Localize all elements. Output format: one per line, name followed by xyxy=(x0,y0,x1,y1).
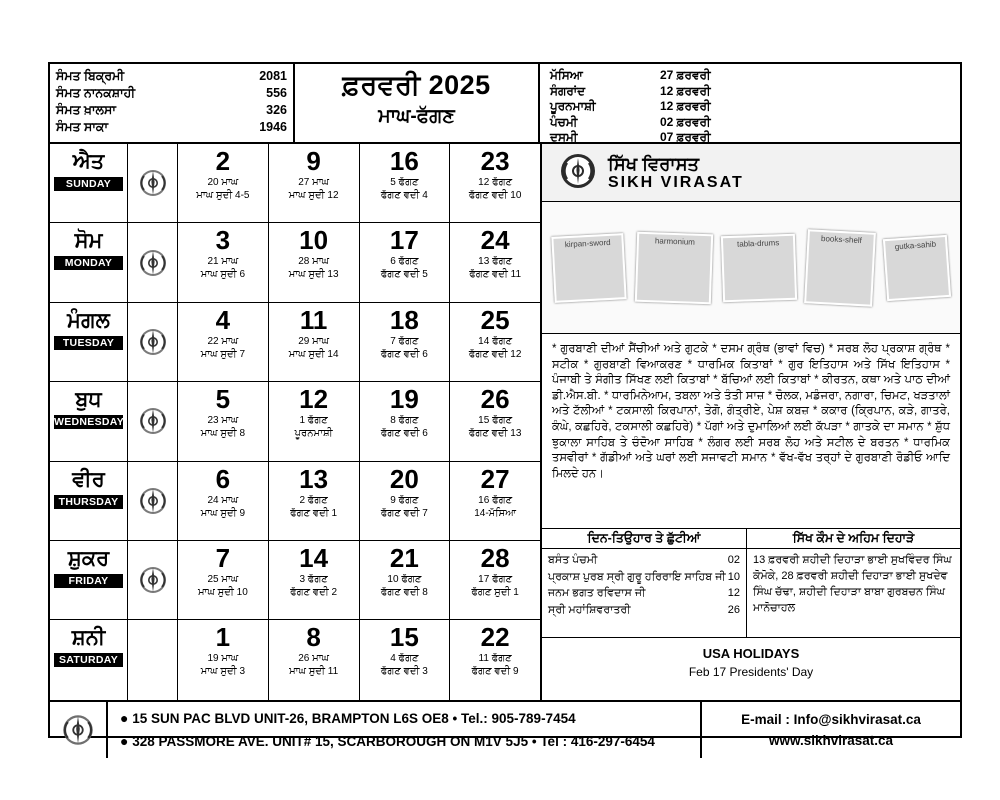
date-cell xyxy=(269,462,360,540)
day-label-tuesday xyxy=(50,303,128,381)
date-desi: 25 ਮਾਘ xyxy=(207,573,239,585)
date-desi: 28 ਮਾਘ xyxy=(298,256,330,268)
date-number: 15 xyxy=(389,622,419,653)
brand-header xyxy=(542,144,960,202)
date-number: 3 xyxy=(215,225,231,256)
day-label-punjabi: ਸ਼ੁਕਰ xyxy=(67,546,110,570)
bullet-icon: ● xyxy=(120,733,129,749)
photo-harmonium xyxy=(634,231,712,304)
sikh-virasat-emblem-icon xyxy=(558,151,598,195)
brand-name-punjabi: ਸਿੱਖ ਵਿਰਾਸਤ xyxy=(608,153,700,174)
date-tithi: ਮਾਘ ਸੁਦੀ 3 xyxy=(200,666,246,678)
sidebar-panel xyxy=(542,144,960,700)
date-number: 18 xyxy=(389,304,419,335)
date-desi: 1 ਫੱਗਣ xyxy=(299,415,328,427)
bullet-icon: ● xyxy=(120,710,129,726)
lunar-event-name: ਮੱਸਿਆ xyxy=(550,68,583,82)
photo-tabla-drums xyxy=(721,233,797,302)
day-label-saturday xyxy=(50,620,128,699)
lunar-event-row xyxy=(550,115,952,131)
date-desi: 24 ਮਾਘ xyxy=(207,494,239,506)
usa-holidays-block xyxy=(542,638,960,700)
date-number: 10 xyxy=(299,225,329,256)
date-cell xyxy=(269,620,360,699)
festival-row xyxy=(548,552,740,569)
day-label-english: MONDAY xyxy=(54,256,123,270)
day-label-english: THURSDAY xyxy=(54,495,123,509)
calendar-header xyxy=(50,64,960,144)
date-cell xyxy=(360,144,451,222)
date-desi: 20 ਮਾਘ xyxy=(207,177,239,188)
day-label-english: FRIDAY xyxy=(54,574,123,588)
era-value: 2081 xyxy=(259,69,287,83)
day-label-sunday xyxy=(50,144,128,222)
week-row-tuesday xyxy=(50,303,540,382)
festival-row xyxy=(548,585,740,602)
date-cell xyxy=(269,382,360,460)
khanda-cell xyxy=(128,541,178,619)
date-tithi: ਫੱਗਣ ਵਦੀ 5 xyxy=(380,269,428,281)
date-tithi: ਫੱਗਣ ਵਦੀ 6 xyxy=(380,428,428,440)
date-cell xyxy=(450,144,540,222)
era-row xyxy=(56,68,287,85)
khanda-icon xyxy=(138,246,168,280)
khanda-icon xyxy=(61,710,95,750)
festival-date: 12 xyxy=(727,587,740,599)
date-number: 28 xyxy=(480,542,510,573)
day-label-punjabi: ਬੁਧ xyxy=(75,388,102,412)
day-label-punjabi: ਐਤ xyxy=(72,150,105,173)
date-tithi: ਫੱਗਣ ਵਦੀ 6 xyxy=(380,348,428,360)
date-desi: 10 ਫੱਗਣ xyxy=(387,573,422,585)
week-row-sunday xyxy=(50,144,540,223)
date-cell xyxy=(360,462,451,540)
date-desi: 2 ਫੱਗਣ xyxy=(299,494,328,506)
date-tithi: ਮਾਘ ਸੁਦੀ 14 xyxy=(288,348,339,360)
khanda-cell xyxy=(128,382,178,460)
date-number: 17 xyxy=(389,225,419,256)
date-cell xyxy=(269,541,360,619)
khanda-cell xyxy=(128,303,178,381)
address-line-1 xyxy=(120,707,700,730)
week-row-thursday xyxy=(50,462,540,541)
date-tithi: ਫੱਗਣ ਵਦੀ 1 xyxy=(290,507,338,519)
lunar-event-row xyxy=(550,84,952,100)
date-number: 20 xyxy=(389,463,419,494)
photo-caption: harmonium xyxy=(654,235,695,247)
date-cell xyxy=(178,303,269,381)
date-tithi: ਮਾਘ ਸੁਦੀ 13 xyxy=(288,269,339,281)
lunar-event-name: ਦਸਮੀ xyxy=(550,130,578,144)
date-tithi: ਫੱਗਣ ਵਦੀ 11 xyxy=(469,269,522,281)
date-number: 13 xyxy=(299,463,329,494)
photo-gutka-sahib xyxy=(883,234,951,300)
lunar-event-date: 12 ਫ਼ਰਵਰੀ xyxy=(660,99,711,113)
day-label-english: SATURDAY xyxy=(54,653,123,667)
week-row-monday xyxy=(50,223,540,302)
date-desi: 12 ਫੱਗਣ xyxy=(478,177,513,188)
date-tithi: ਫੱਗਣ ਵਦੀ 7 xyxy=(380,507,428,519)
date-desi: 14 ਫੱਗਣ xyxy=(478,335,513,347)
lunar-event-row xyxy=(550,99,952,115)
date-desi: 11 ਫੱਗਣ xyxy=(478,653,512,665)
photo-kirpan-sword xyxy=(552,233,627,303)
date-number: 7 xyxy=(215,542,231,573)
date-tithi: ਫੱਗਣ ਵਦੀ 9 xyxy=(471,666,519,678)
website-link[interactable]: www.sikhvirasat.ca xyxy=(768,733,894,748)
festival-date: 26 xyxy=(727,603,740,616)
date-number: 19 xyxy=(389,384,419,415)
khanda-cell xyxy=(128,223,178,301)
date-tithi: ਮਾਘ ਸੁਦੀ 7 xyxy=(200,348,246,360)
date-number: 11 xyxy=(299,304,328,335)
era-name: ਸੰਮਤ ਬਿਕ੍ਰਮੀ xyxy=(56,69,125,83)
month-subtitle: ਮਾਘ-ਫੱਗਣ xyxy=(378,106,455,127)
day-label-english: TUESDAY xyxy=(54,336,123,350)
date-tithi: ਮਾਘ ਸੁਦੀ 6 xyxy=(200,269,246,281)
date-desi: 16 ਫੱਗਣ xyxy=(478,494,513,506)
date-cell xyxy=(360,303,451,381)
brand-name-english: SIKH VIRASAT xyxy=(608,173,744,191)
date-tithi: ਫੱਗਣ ਵਦੀ 10 xyxy=(468,190,522,201)
festival-name: ਜਨਮ ਭਗਤ ਰਵਿਦਾਸ ਜੀ xyxy=(548,587,646,599)
day-label-punjabi: ਸੋਮ xyxy=(74,229,103,253)
calendar-grid xyxy=(50,144,542,700)
address-text: 15 SUN PAC BLVD UNIT-26, BRAMPTON L6S OE8 • Tel.: 905-789-7454 xyxy=(132,711,576,726)
khanda-icon xyxy=(138,484,168,518)
footer-contact xyxy=(702,702,960,758)
date-cell xyxy=(450,382,540,460)
date-number: 24 xyxy=(480,225,510,256)
date-cell xyxy=(450,462,540,540)
photo-books-shelf xyxy=(804,229,876,306)
date-desi: 21 ਮਾਘ xyxy=(207,256,239,268)
week-row-friday xyxy=(50,541,540,620)
festivals-list xyxy=(542,549,746,618)
usa-holidays-title: USA HOLIDAYS xyxy=(702,646,800,661)
date-cell xyxy=(450,223,540,301)
photo-caption: kirpan-sword xyxy=(564,237,612,249)
date-tithi: ਫੱਗਣ ਵਦੀ 2 xyxy=(290,586,338,598)
date-number: 6 xyxy=(215,463,231,494)
day-label-punjabi: ਵੀਰ xyxy=(72,467,105,491)
date-number: 14 xyxy=(299,542,329,573)
date-desi: 3 ਫੱਗਣ xyxy=(299,573,328,585)
festivals-title: ਦਿਨ-ਤਿਉਹਾਰ ਤੇ ਛੁੱਟੀਆਂ xyxy=(542,529,746,549)
khanda-icon xyxy=(138,325,168,359)
date-desi: 22 ਮਾਘ xyxy=(207,335,239,347)
footer-addresses xyxy=(108,702,702,758)
photo-caption: tabla-drums xyxy=(736,237,780,249)
month-title-block xyxy=(295,64,540,142)
date-desi: 13 ਫੱਗਣ xyxy=(478,256,513,268)
festival-row xyxy=(548,602,740,619)
date-number: 16 xyxy=(389,146,419,176)
date-cell xyxy=(269,303,360,381)
era-name: ਸੰਮਤ ਖ਼ਾਲਸਾ xyxy=(56,103,116,117)
date-number: 8 xyxy=(306,622,321,653)
era-value: 326 xyxy=(266,103,287,117)
date-cell xyxy=(178,462,269,540)
date-desi: 27 ਮਾਘ xyxy=(298,177,330,188)
lunar-events-table xyxy=(540,64,960,142)
khanda-icon xyxy=(138,563,168,597)
date-number: 2 xyxy=(215,146,231,176)
photo-caption: books-shelf xyxy=(821,233,863,245)
lunar-event-date: 27 ਫ਼ਰਵਰੀ xyxy=(660,68,711,82)
date-cell xyxy=(269,223,360,301)
khanda-cell xyxy=(128,144,178,222)
date-number: 25 xyxy=(480,304,510,335)
date-cell xyxy=(178,223,269,301)
lunar-event-name: ਸੰਗਰਾਂਦ xyxy=(550,83,586,98)
day-label-punjabi: ਮੰਗਲ xyxy=(67,308,110,332)
date-cell xyxy=(178,541,269,619)
era-table xyxy=(50,64,295,142)
lunar-event-date: 12 ਫ਼ਰਵਰੀ xyxy=(660,83,711,98)
lunar-event-name: ਪੂਰਨਮਾਸ਼ੀ xyxy=(550,99,596,113)
date-cell xyxy=(450,541,540,619)
date-desi: 19 ਮਾਘ xyxy=(207,653,239,665)
festival-date: 10 xyxy=(727,570,740,583)
date-tithi: ਫੱਗਣ ਵਦੀ 3 xyxy=(380,666,428,678)
era-value: 556 xyxy=(266,86,287,100)
brand-text xyxy=(608,154,744,192)
day-label-punjabi: ਸ਼ਨੀ xyxy=(71,626,106,650)
date-number: 22 xyxy=(480,622,510,653)
date-desi: 6 ਫੱਗਣ xyxy=(390,256,419,268)
date-desi: 8 ਫੱਗਣ xyxy=(390,415,419,427)
day-label-thursday xyxy=(50,462,128,540)
festival-row xyxy=(548,569,740,586)
date-tithi: ਮਾਘ ਸੁਦੀ 10 xyxy=(197,586,248,598)
date-tithi: ਮਾਘ ਸੁਦੀ 4-5 xyxy=(196,190,250,201)
date-number: 21 xyxy=(389,542,419,573)
festivals-column xyxy=(542,529,747,637)
date-number: 26 xyxy=(480,384,510,415)
date-tithi: ਪੂਰਨਮਾਸ਼ੀ xyxy=(294,428,333,440)
date-number: 1 xyxy=(215,622,231,653)
date-tithi: ਮਾਘ ਸੁਦੀ 12 xyxy=(288,190,339,201)
calendar-sheet xyxy=(48,62,962,749)
date-tithi: ਮਾਘ ਸੁਦੀ 11 xyxy=(289,666,339,678)
era-row xyxy=(56,119,287,136)
footer-khanda-cell xyxy=(50,702,108,758)
date-number: 4 xyxy=(215,304,231,335)
date-tithi: ਫੱਗਣ ਵਦੀ 4 xyxy=(380,190,428,201)
khanda-cell xyxy=(128,620,178,699)
khanda-icon xyxy=(138,166,168,200)
date-number: 23 xyxy=(480,146,510,176)
date-cell xyxy=(360,620,451,699)
festival-name: ਬਸੰਤ ਪੰਚਮੀ xyxy=(548,554,598,566)
day-label-english: SUNDAY xyxy=(54,177,123,191)
lunar-event-row xyxy=(550,68,952,84)
date-cell xyxy=(178,382,269,460)
usa-holidays-item: Feb 17 Presidents' Day xyxy=(688,665,814,679)
week-row-wednesday xyxy=(50,382,540,461)
date-desi: 7 ਫੱਗਣ xyxy=(390,335,419,347)
lunar-event-date: 02 ਫ਼ਰਵਰੀ xyxy=(660,114,711,129)
date-tithi: ਮਾਘ ਸੁਦੀ 9 xyxy=(200,507,246,519)
important-dates-text: 13 ਫ਼ਰਵਰੀ ਸ਼ਹੀਦੀ ਦਿਹਾੜਾ ਭਾਈ ਸੁਖਵਿੰਦਰ ਸਿੰਘ ਕੋਮੋਕੇ, 28 ਫ਼ਰਵਰੀ ਸ਼ਹੀਦੀ ਦਿਹਾੜਾ ਭਾਈ ਸੁਖਦੇਵ ਸਿੰਘ ਚੱਢਾ, ਸ਼ਹੀਦੀ ਦਿਹਾੜਾ ਬਾਬਾ ਗੁਰਬਚਨ ਸਿੰਘ ਮਾਨੋਚਾਹਲ xyxy=(753,554,952,614)
festival-name: ਸ੍ਰੀ ਮਹਾਂਸ਼ਿਵਰਾਤਰੀ xyxy=(548,603,631,616)
date-cell xyxy=(360,541,451,619)
email-link[interactable]: E-mail : Info@sikhvirasat.ca xyxy=(741,712,921,727)
festival-name: ਪ੍ਰਕਾਸ਼ ਪੁਰਬ ਸ੍ਰੀ ਗੁਰੂ ਹਰਿਰਾਇ ਸਾਹਿਬ ਜੀ xyxy=(548,570,726,583)
era-name: ਸੰਮਤ ਸਾਕਾ xyxy=(56,120,109,134)
date-desi: 26 ਮਾਘ xyxy=(298,653,330,665)
day-label-friday xyxy=(50,541,128,619)
date-desi: 15 ਫੱਗਣ xyxy=(478,415,513,427)
address-text: 328 PASSMORE AVE. UNIT# 15, SCARBOROUGH ON M1V 5J5 • Tel : 416-297-6454 xyxy=(132,734,655,749)
era-row xyxy=(56,102,287,119)
date-cell xyxy=(178,144,269,222)
calendar-footer xyxy=(50,700,960,758)
date-number: 27 xyxy=(480,463,510,494)
product-description: * ਗੁਰਬਾਣੀ ਦੀਆਂ ਸੈਂਚੀਆਂ ਅਤੇ ਗੁਟਕੇ * ਦਸਮ ਗ੍ਰੰਥ (ਭਾਵਾਂ ਵਿਚ) * ਸਰਬ ਲੋਹ ਪ੍ਰਕਾਸ਼ ਗ੍ਰੰਥ * ਸਟੀਕ * ਗੁਰਬਾਣੀ ਵਿਆਕਰਣ * ਧਾਰਮਿਕ ਕਿਤਾਬਾਂ * ਗੁਰ ਇਤਿਹਾਸ ਅਤੇ ਸਿੱਖ ਇਤਿਹਾਸ * ਪੰਜਾਬੀ ਤੇ ਸੰਗੀਤ ਸਿੱਖਣ ਲਈ ਕਿਤਾਬਾਂ * ਬੱਚਿਆਂ ਲਈ ਕਿਤਾਬਾਂ * ਕੀਰਤਨ, ਕਥਾ ਅਤੇ ਪਾਠ ਦੀਆਂ ਡੀ.ਐਸ.ਬੀ. * ਧਾਰਮਿਨੇਆਮ, ਤਬਲਾ ਅਤੇ ਤੰਤੀ ਸਾਜ਼ * ਚੋਲਕ, ਮਡੰਜਰਾ, ਨਗਾਰਾ, ਚਿਮਟ, ਖੜਤਾਲਾਂ ਅਤੇ ਟੱਲੀਆਂ * ਟਕਸਾਲੀ ਕਿਰਪਾਨਾਂ, ਤੇਗੋ, ਗੰਤ੍ਰੀਏ, ਪੇਸ਼ ਕਬਜ਼ * ਕਕਾਰ (ਕ੍ਰਿਪਾਨ, ਕੜੇ, ਗਾਤਰੇ, ਕੰਘੇ, ਕਛਹਿਰੇ, ਟਕਸਾਲੀ ਕਛਹਿਰੇ) * ਪੱਗਾਂ ਅਤੇ ਦੁਮਾਲਿਆਂ ਲਈ ਕੱਪੜਾ * ਗਾਤਕੇ ਦਾ ਸਮਾਨ * ਸ਼ੁੱਧ ਝੁਕਾਲਾ ਸਾਹਿਬ ਤੇ ਚੰਦੋਆ ਸਾਹਿਬ * ਲੰਗਰ ਲਈ ਸਰਬ ਲੋਹ ਅਤੇ ਸਟੀਲ ਦੇ ਬਰਤਨ * ਧਾਰਮਿਕ ਤਸਵੀਰਾਂ * ਗੱਡੀਆਂ ਅਤੇ ਘਰਾਂ ਲਈ ਸਜਾਵਟੀ ਸਮਾਨ * ਵੱਖ-ਵੱਖ ਤਰ੍ਹਾਂ ਦੇ ਗੁਰਬਾਣੀ ਰੋਡੀਓ ਆਦਿ ਮਿਲਦੇ ਹਨ। xyxy=(542,334,960,529)
date-number: 9 xyxy=(306,146,321,176)
khanda-cell xyxy=(128,462,178,540)
date-cell xyxy=(178,620,269,699)
festival-date: 02 xyxy=(727,554,740,566)
week-row-saturday xyxy=(50,620,540,699)
date-tithi: ਫੱਗਣ ਵਦੀ 13 xyxy=(468,428,522,440)
era-name: ਸੰਮਤ ਨਾਨਕਸ਼ਾਹੀ xyxy=(56,86,136,100)
date-cell xyxy=(450,620,540,699)
date-cell xyxy=(360,223,451,301)
lunar-event-name: ਪੰਚਮੀ xyxy=(550,114,578,129)
important-dates-column xyxy=(747,529,960,637)
date-tithi: ਫੱਗਣ ਵਦੀ 12 xyxy=(468,348,522,360)
date-tithi: ਮਾਘ ਸੁਦੀ 8 xyxy=(200,428,246,440)
day-label-wednesday xyxy=(50,382,128,460)
month-title: ਫ਼ਰਵਰੀ 2025 xyxy=(342,70,491,100)
date-tithi: 14-ਮੱਸਿਆ xyxy=(474,507,517,519)
date-desi: 17 ਫੱਗਣ xyxy=(478,573,513,585)
address-line-2 xyxy=(120,730,700,753)
day-label-monday xyxy=(50,223,128,301)
era-value: 1946 xyxy=(259,120,287,134)
lunar-event-date: 07 ਫ਼ਰਵਰੀ xyxy=(660,130,711,144)
date-desi: 4 ਫੱਗਣ xyxy=(390,653,419,665)
date-tithi: ਫੱਗਣ ਵਦੀ 8 xyxy=(380,586,428,598)
calendar-body xyxy=(50,144,960,700)
date-cell xyxy=(450,303,540,381)
date-cell xyxy=(269,144,360,222)
date-number: 12 xyxy=(299,384,329,415)
date-number: 5 xyxy=(215,384,231,415)
day-label-english: WEDNESDAY xyxy=(54,416,124,429)
era-row xyxy=(56,85,287,102)
product-photo-strip xyxy=(542,202,960,334)
date-desi: 5 ਫੱਗਣ xyxy=(390,177,419,188)
date-desi: 9 ਫੱਗਣ xyxy=(390,494,419,506)
important-dates-title: ਸਿੱਖ ਕੌਮ ਦੇ ਅਹਿਮ ਦਿਹਾੜੇ xyxy=(747,529,960,549)
date-tithi: ਫੱਗਣ ਸੁਦੀ 1 xyxy=(471,586,519,598)
khanda-icon xyxy=(138,404,168,438)
date-cell xyxy=(360,382,451,460)
date-desi: 23 ਮਾਘ xyxy=(207,415,239,427)
photo-caption: gutka-sahib xyxy=(894,239,937,251)
date-desi: 29 ਮਾਘ xyxy=(298,335,330,347)
events-columns xyxy=(542,529,960,638)
